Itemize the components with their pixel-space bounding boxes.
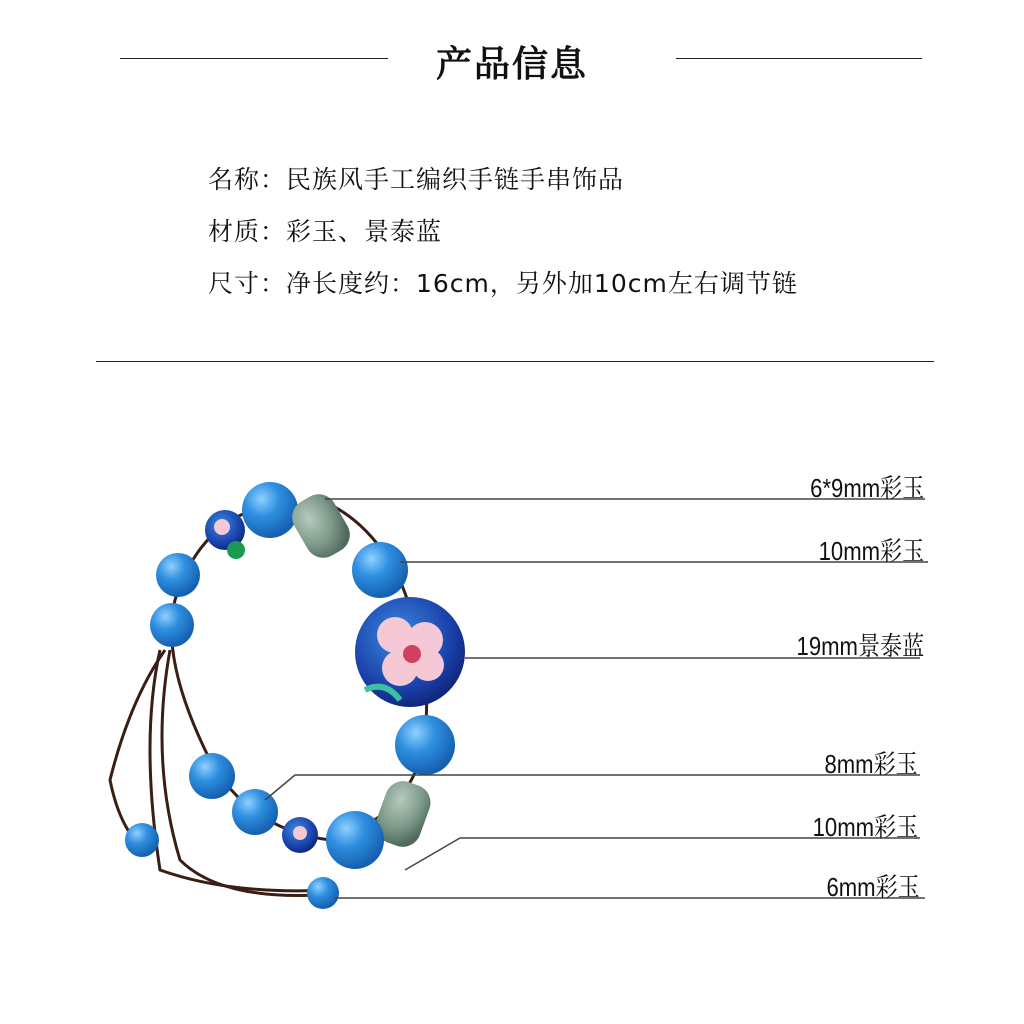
label-6mm-jade: 6mm彩玉	[826, 872, 920, 902]
blue-bead	[352, 542, 408, 598]
blue-bead	[395, 715, 455, 775]
cloisonne-small-bead	[205, 510, 245, 559]
label-19mm-cloisonne: 19mm景泰蓝	[796, 631, 924, 661]
blue-bead	[242, 482, 298, 538]
blue-bead	[232, 789, 278, 835]
label-6x9mm-jade: 6*9mm彩玉	[809, 473, 924, 503]
blue-bead	[150, 603, 194, 647]
info-material: 材质：彩玉、景泰蓝	[208, 217, 443, 246]
label-10mm-jade-bottom: 10mm彩玉	[812, 812, 918, 842]
blue-bead	[189, 753, 235, 799]
blue-bead	[307, 877, 339, 909]
blue-bead	[326, 811, 384, 869]
info-name: 名称：民族风手工编织手链手串饰品	[208, 165, 625, 194]
label-8mm-jade: 8mm彩玉	[824, 749, 918, 779]
blue-bead	[125, 823, 159, 857]
label-10mm-jade-top: 10mm彩玉	[818, 536, 924, 566]
cloisonne-small-bead	[282, 817, 318, 853]
info-size: 尺寸：净长度约：16cm，另外加10cm左右调节链	[208, 269, 798, 298]
blue-bead	[156, 553, 200, 597]
page-title: 产品信息	[435, 44, 588, 85]
